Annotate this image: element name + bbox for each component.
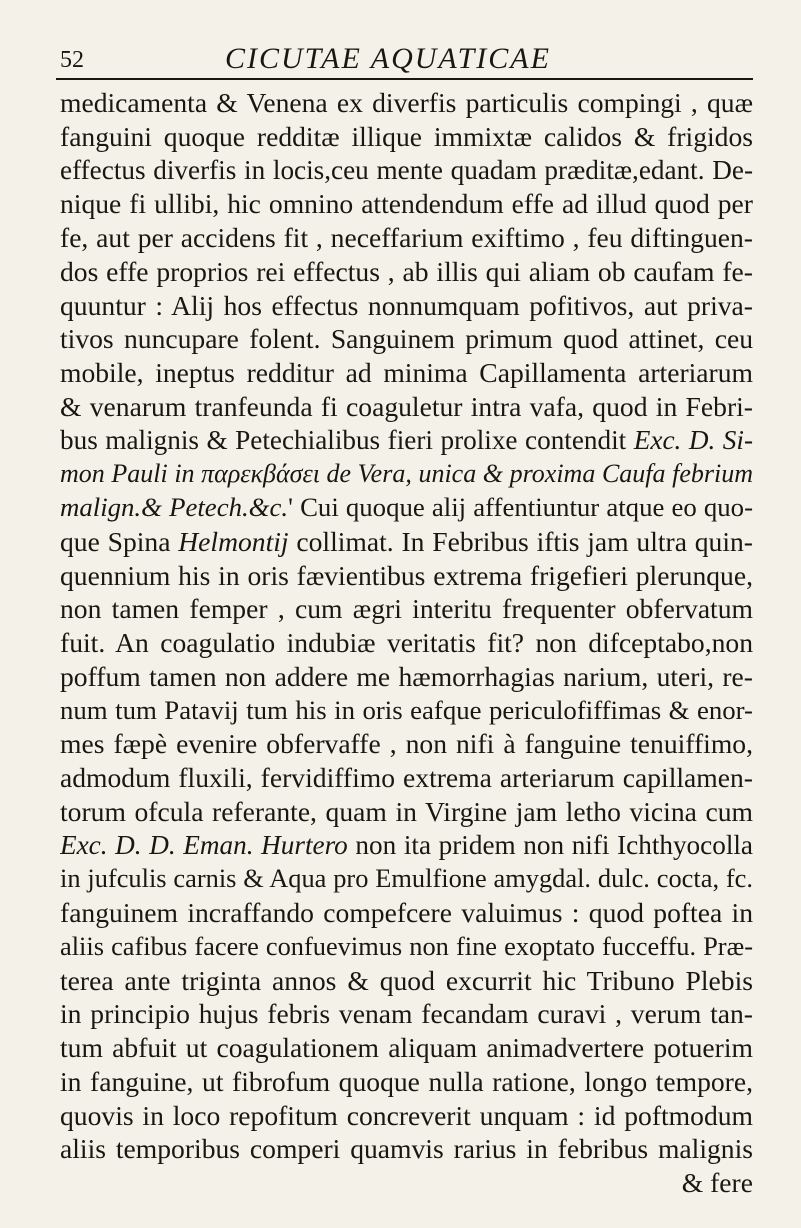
text-line [60,1065,753,1099]
text-line [60,390,753,424]
text-segment: in principio hujus febris venam fecandam curavi , verum tan- [60,998,753,1030]
text-segment: in fanguine, ut fibrofum quoque nulla ratione, longo tempore, [60,1065,753,1097]
text-line [60,795,753,829]
text-line [60,1031,753,1065]
text-segment: quovis in loco repofitum concreverit unquam : id poftmodum [60,1099,753,1131]
running-head [60,0,753,78]
text-segment: non tamen femper , cum ægri interitu frequenter obfervatum [60,593,753,625]
text-segment: medicamenta & Venena ex diverfis particulis compingi , quæ [60,87,753,118]
text-segment: que Spina [60,525,179,557]
text-line [60,356,753,390]
text-segment: poffum tamen non addere me hæmorrhagias narium, uteri, re- [60,660,753,692]
italic-text: malign.& Petech.&c. [60,492,289,522]
text-line [60,187,753,221]
italic-text: Exc. D. Si- [633,424,753,455]
text-line [60,694,753,728]
text-line [60,964,753,998]
text-segment: bus malignis & Petechialibus fieri prolixe contendit [60,424,634,455]
text-segment: fuit. An coagulatio indubiæ veritatis fit? non difceptabo,non [60,627,753,658]
text-segment: non ita pridem non nifi Ichthyocolla [347,829,753,860]
text-line [60,255,753,289]
text-segment: num tum Patavij tum his in oris eafque periculofiffimas & enor- [60,694,753,725]
text-line [60,1132,753,1166]
text-segment: effectus diverfis in locis,ceu mente quadam præditæ,edant. De- [60,154,753,185]
text-line [60,559,753,593]
text-line [60,930,753,964]
text-line [60,761,753,795]
text-segment: in jufculis carnis & Aqua pro Emulfione amygdal. dulc. cocta, fc. [60,863,753,894]
text-segment: & venarum tranfeunda fi coaguletur intra vafa, quod in Febri- [60,390,753,422]
text-segment: quennium his in oris fævientibus extrema frigefieri plerunque, [60,559,753,591]
text-segment: admodum fluxili, fervidiffimo extrema arteriarum capillamen- [60,762,753,793]
text-line [60,896,753,930]
text-segment: nique fi ullibi, hic omnino attendendum effe ad illud quod per [60,188,753,220]
text-line [60,221,753,255]
page-number: 52 [60,47,84,73]
italic-text: de Vera, unica & proxima Caufa febrium [319,459,753,489]
greek-text: παρεκβάσει [201,459,320,489]
header-rule [56,78,753,80]
text-line [60,1099,753,1133]
text-segment: aliis cafibus facere confuevimus non fine exoptato fucceffu. Præ- [60,930,753,961]
text-line [60,154,753,188]
text-segment: tivos nuncupare folent. Sanguinem primum quod attinet, ceu [60,323,753,355]
text-line [60,997,753,1031]
italic-text: Exc. D. D. Eman. Hurtero [60,829,348,860]
text-line [60,424,753,458]
text-segment: aliis temporibus comperi quamvis rarius in febribus malignis [60,1133,753,1165]
text-line [60,120,753,154]
text-segment: fanguini quoque redditæ illique immixtæ calidos & frigidos [60,120,753,152]
text-line [60,1166,753,1200]
running-title: CICUTAE AQUATICAE [225,42,551,75]
text-segment: & fere [681,1167,753,1198]
text-line [60,525,753,559]
text-line [60,660,753,694]
text-segment: collimat. In Febribus iftis jam ultra quin- [288,525,753,557]
text-segment: dos effe proprios rei effectus , ab illis qui aliam ob caufam fe- [60,255,753,287]
text-line [60,626,753,660]
body-text [60,86,753,1200]
text-line [60,491,753,525]
text-line [60,727,753,761]
text-segment: fanguinem incraffando compefcere valuimus : quod poftea in [60,897,753,928]
text-line [60,862,753,896]
text-segment: terea ante triginta annos & quod excurrit hic Tribuno Plebis [60,964,753,996]
text-line [60,457,753,491]
italic-text: Helmontij [178,525,289,557]
text-segment: mes fæpè evenire obfervaffe , non nifi à fanguine tenuiffimo, [60,728,753,760]
text-segment: quuntur : Alij hos effectus nonnumquam pofitivos, aut priva- [60,289,753,321]
text-segment: fe, aut per accidens fit , neceffarium exiftimo , feu diftinguen- [60,222,753,253]
text-segment: mobile, ineptus redditur ad minima Capillamenta arteriarum [60,357,753,388]
text-segment: tum abfuit ut coagulationem aliquam animadvertere potuerim [60,1032,753,1063]
text-line [60,592,753,626]
text-line [60,829,753,863]
text-line [60,322,753,356]
text-segment: ' Cui quoque alij affentiuntur atque eo quo- [288,492,753,522]
italic-text: mon Pauli in [60,459,202,489]
text-segment: torum ofcula referante, quam in Virgine jam letho vicina cum [60,795,753,827]
text-line [60,289,753,323]
text-line [60,86,753,120]
